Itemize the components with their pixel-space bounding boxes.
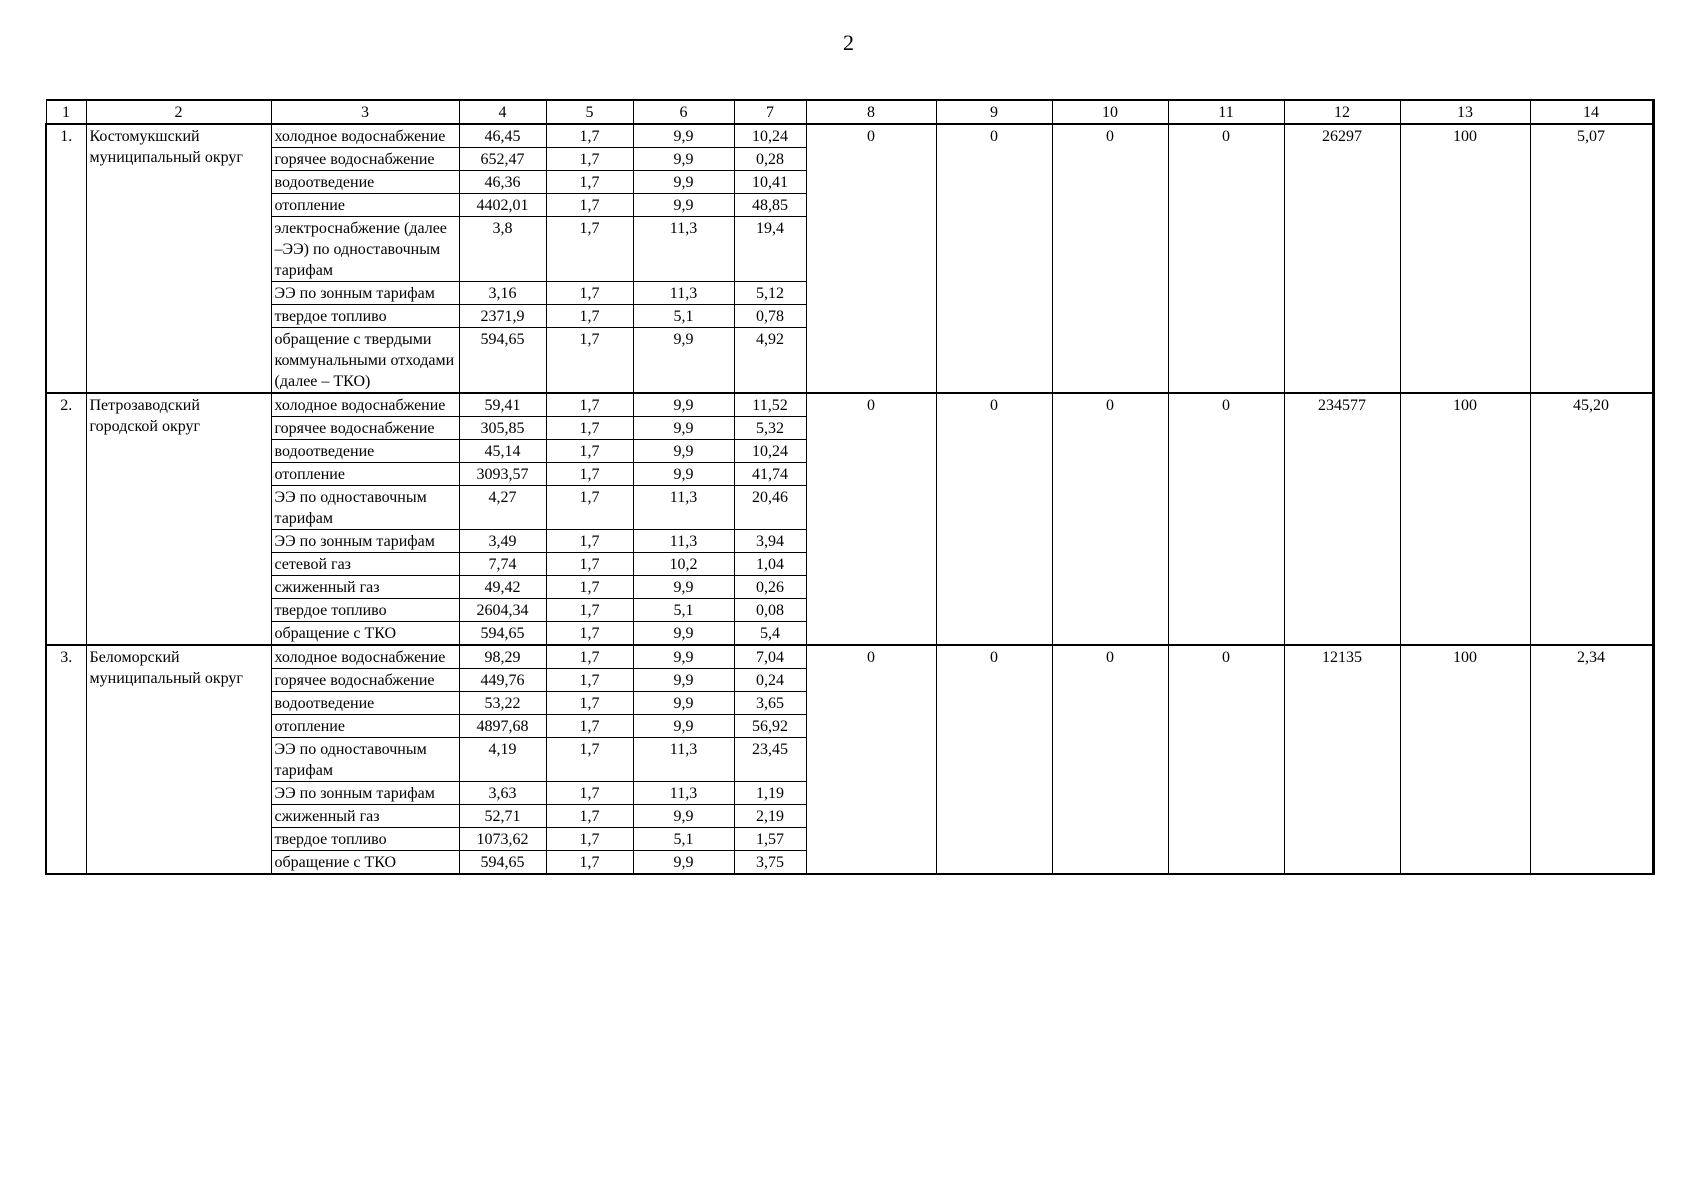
col7-cell: 0,78 bbox=[734, 305, 806, 328]
column-number: 1 bbox=[46, 100, 86, 124]
tariff-cell: 3,49 bbox=[459, 530, 546, 553]
col6-cell: 9,9 bbox=[633, 805, 734, 828]
col11-cell: 0 bbox=[1168, 124, 1284, 393]
population-cell: 26297 bbox=[1284, 124, 1400, 393]
col7-cell: 1,04 bbox=[734, 553, 806, 576]
col10-cell: 0 bbox=[1052, 393, 1168, 645]
col6-cell: 9,9 bbox=[633, 645, 734, 669]
col5-cell: 1,7 bbox=[546, 217, 633, 282]
col6-cell: 11,3 bbox=[633, 217, 734, 282]
service-cell: горячее водоснабжение bbox=[271, 669, 459, 692]
service-cell: водоотведение bbox=[271, 692, 459, 715]
service-cell: холодное водоснабжение bbox=[271, 645, 459, 669]
col7-cell: 48,85 bbox=[734, 194, 806, 217]
col7-cell: 0,26 bbox=[734, 576, 806, 599]
col5-cell: 1,7 bbox=[546, 599, 633, 622]
tariff-cell: 1073,62 bbox=[459, 828, 546, 851]
service-cell: горячее водоснабжение bbox=[271, 148, 459, 171]
tariff-cell: 52,71 bbox=[459, 805, 546, 828]
tariff-cell: 594,65 bbox=[459, 851, 546, 875]
col7-cell: 3,75 bbox=[734, 851, 806, 875]
col7-cell: 4,92 bbox=[734, 328, 806, 394]
tariff-cell: 49,42 bbox=[459, 576, 546, 599]
col6-cell: 9,9 bbox=[633, 124, 734, 148]
column-number: 2 bbox=[86, 100, 271, 124]
col7-cell: 19,4 bbox=[734, 217, 806, 282]
population-cell: 12135 bbox=[1284, 645, 1400, 874]
col5-cell: 1,7 bbox=[546, 828, 633, 851]
service-cell: твердое топливо bbox=[271, 599, 459, 622]
col5-cell: 1,7 bbox=[546, 622, 633, 646]
tariff-cell: 3,16 bbox=[459, 282, 546, 305]
tariff-cell: 98,29 bbox=[459, 645, 546, 669]
column-number: 3 bbox=[271, 100, 459, 124]
col5-cell: 1,7 bbox=[546, 692, 633, 715]
col7-cell: 10,41 bbox=[734, 171, 806, 194]
service-cell: обращение с ТКО bbox=[271, 851, 459, 875]
service-cell: твердое топливо bbox=[271, 305, 459, 328]
service-cell: отопление bbox=[271, 463, 459, 486]
column-number: 9 bbox=[936, 100, 1052, 124]
col6-cell: 11,3 bbox=[633, 282, 734, 305]
column-number-row bbox=[46, 100, 1653, 124]
col10-cell: 0 bbox=[1052, 645, 1168, 874]
col5-cell: 1,7 bbox=[546, 645, 633, 669]
col6-cell: 9,9 bbox=[633, 463, 734, 486]
column-number: 6 bbox=[633, 100, 734, 124]
tariff-cell: 53,22 bbox=[459, 692, 546, 715]
col7-cell: 20,46 bbox=[734, 486, 806, 530]
tariff-cell: 3,63 bbox=[459, 782, 546, 805]
col14-cell: 45,20 bbox=[1530, 393, 1653, 645]
col13-cell: 100 bbox=[1400, 645, 1530, 874]
service-cell: сетевой газ bbox=[271, 553, 459, 576]
col6-cell: 11,3 bbox=[633, 530, 734, 553]
col6-cell: 9,9 bbox=[633, 440, 734, 463]
col5-cell: 1,7 bbox=[546, 553, 633, 576]
col7-cell: 3,94 bbox=[734, 530, 806, 553]
col7-cell: 5,4 bbox=[734, 622, 806, 646]
col8-cell: 0 bbox=[806, 645, 936, 874]
service-cell: ЭЭ по зонным тарифам bbox=[271, 530, 459, 553]
tariff-cell: 594,65 bbox=[459, 328, 546, 394]
col6-cell: 9,9 bbox=[633, 148, 734, 171]
service-cell: холодное водоснабжение bbox=[271, 393, 459, 417]
col7-cell: 2,19 bbox=[734, 805, 806, 828]
col10-cell: 0 bbox=[1052, 124, 1168, 393]
col6-cell: 9,9 bbox=[633, 194, 734, 217]
service-cell: отопление bbox=[271, 194, 459, 217]
tariff-cell: 3,8 bbox=[459, 217, 546, 282]
population-cell: 234577 bbox=[1284, 393, 1400, 645]
service-cell: ЭЭ по зонным тарифам bbox=[271, 782, 459, 805]
service-cell: сжиженный газ bbox=[271, 805, 459, 828]
row-number-cell: 1. bbox=[46, 124, 86, 393]
col14-cell: 5,07 bbox=[1530, 124, 1653, 393]
col9-cell: 0 bbox=[936, 124, 1052, 393]
col5-cell: 1,7 bbox=[546, 715, 633, 738]
service-cell: водоотведение bbox=[271, 440, 459, 463]
col13-cell: 100 bbox=[1400, 124, 1530, 393]
col6-cell: 9,9 bbox=[633, 576, 734, 599]
column-number: 13 bbox=[1400, 100, 1530, 124]
tariff-cell: 2371,9 bbox=[459, 305, 546, 328]
service-cell: электроснабжение (далее –ЭЭ) по одноставочным тарифам bbox=[271, 217, 459, 282]
col6-cell: 5,1 bbox=[633, 305, 734, 328]
col5-cell: 1,7 bbox=[546, 328, 633, 394]
col7-cell: 11,52 bbox=[734, 393, 806, 417]
col5-cell: 1,7 bbox=[546, 417, 633, 440]
col7-cell: 10,24 bbox=[734, 124, 806, 148]
col6-cell: 9,9 bbox=[633, 417, 734, 440]
tariff-cell: 45,14 bbox=[459, 440, 546, 463]
municipality-name-cell: Петрозаводский городской округ bbox=[86, 393, 271, 645]
col14-cell: 2,34 bbox=[1530, 645, 1653, 874]
tariff-cell: 4897,68 bbox=[459, 715, 546, 738]
col9-cell: 0 bbox=[936, 393, 1052, 645]
col5-cell: 1,7 bbox=[546, 576, 633, 599]
service-cell: ЭЭ по зонным тарифам bbox=[271, 282, 459, 305]
col6-cell: 10,2 bbox=[633, 553, 734, 576]
col5-cell: 1,7 bbox=[546, 805, 633, 828]
col5-cell: 1,7 bbox=[546, 124, 633, 148]
tariff-cell: 59,41 bbox=[459, 393, 546, 417]
col7-cell: 0,28 bbox=[734, 148, 806, 171]
service-cell: холодное водоснабжение bbox=[271, 124, 459, 148]
tariff-cell: 46,45 bbox=[459, 124, 546, 148]
col5-cell: 1,7 bbox=[546, 282, 633, 305]
col8-cell: 0 bbox=[806, 393, 936, 645]
column-number: 14 bbox=[1530, 100, 1653, 124]
service-cell: отопление bbox=[271, 715, 459, 738]
tariff-cell: 46,36 bbox=[459, 171, 546, 194]
row-number-cell: 2. bbox=[46, 393, 86, 645]
col7-cell: 0,24 bbox=[734, 669, 806, 692]
tariff-cell: 305,85 bbox=[459, 417, 546, 440]
row-number-cell: 3. bbox=[46, 645, 86, 874]
col5-cell: 1,7 bbox=[546, 486, 633, 530]
col6-cell: 11,3 bbox=[633, 782, 734, 805]
col5-cell: 1,7 bbox=[546, 530, 633, 553]
tariff-cell: 4402,01 bbox=[459, 194, 546, 217]
col7-cell: 1,19 bbox=[734, 782, 806, 805]
col5-cell: 1,7 bbox=[546, 463, 633, 486]
col6-cell: 5,1 bbox=[633, 599, 734, 622]
service-cell: ЭЭ по одноставочным тарифам bbox=[271, 738, 459, 782]
col7-cell: 23,45 bbox=[734, 738, 806, 782]
tariff-cell: 4,19 bbox=[459, 738, 546, 782]
col5-cell: 1,7 bbox=[546, 393, 633, 417]
col6-cell: 9,9 bbox=[633, 328, 734, 394]
service-cell: горячее водоснабжение bbox=[271, 417, 459, 440]
col6-cell: 9,9 bbox=[633, 715, 734, 738]
col7-cell: 41,74 bbox=[734, 463, 806, 486]
page-number: 2 bbox=[843, 30, 854, 55]
col13-cell: 100 bbox=[1400, 393, 1530, 645]
col7-cell: 0,08 bbox=[734, 599, 806, 622]
column-number: 12 bbox=[1284, 100, 1400, 124]
table-row bbox=[46, 393, 1653, 417]
tariff-cell: 652,47 bbox=[459, 148, 546, 171]
col8-cell: 0 bbox=[806, 124, 936, 393]
tariff-cell: 4,27 bbox=[459, 486, 546, 530]
col6-cell: 11,3 bbox=[633, 486, 734, 530]
tariff-cell: 2604,34 bbox=[459, 599, 546, 622]
tariff-cell: 7,74 bbox=[459, 553, 546, 576]
col7-cell: 10,24 bbox=[734, 440, 806, 463]
column-number: 11 bbox=[1168, 100, 1284, 124]
tariff-table bbox=[45, 99, 1655, 875]
column-number: 4 bbox=[459, 100, 546, 124]
col6-cell: 9,9 bbox=[633, 851, 734, 875]
col6-cell: 9,9 bbox=[633, 171, 734, 194]
column-number: 8 bbox=[806, 100, 936, 124]
col5-cell: 1,7 bbox=[546, 148, 633, 171]
service-cell: сжиженный газ bbox=[271, 576, 459, 599]
service-cell: водоотведение bbox=[271, 171, 459, 194]
col5-cell: 1,7 bbox=[546, 440, 633, 463]
col5-cell: 1,7 bbox=[546, 171, 633, 194]
tariff-cell: 594,65 bbox=[459, 622, 546, 646]
col7-cell: 5,12 bbox=[734, 282, 806, 305]
col7-cell: 7,04 bbox=[734, 645, 806, 669]
col5-cell: 1,7 bbox=[546, 782, 633, 805]
col5-cell: 1,7 bbox=[546, 669, 633, 692]
table-row bbox=[46, 645, 1653, 669]
col5-cell: 1,7 bbox=[546, 194, 633, 217]
col6-cell: 11,3 bbox=[633, 738, 734, 782]
col5-cell: 1,7 bbox=[546, 738, 633, 782]
col6-cell: 5,1 bbox=[633, 828, 734, 851]
col5-cell: 1,7 bbox=[546, 851, 633, 875]
municipality-name-cell: Костомукшский муниципальный округ bbox=[86, 124, 271, 393]
column-number: 10 bbox=[1052, 100, 1168, 124]
municipality-name-cell: Беломорский муниципальный округ bbox=[86, 645, 271, 874]
col7-cell: 56,92 bbox=[734, 715, 806, 738]
tariff-table-body bbox=[46, 100, 1653, 874]
service-cell: ЭЭ по одноставочным тарифам bbox=[271, 486, 459, 530]
col6-cell: 9,9 bbox=[633, 622, 734, 646]
service-cell: обращение с ТКО bbox=[271, 622, 459, 646]
service-cell: обращение с твердыми коммунальными отходами (далее – ТКО) bbox=[271, 328, 459, 394]
col9-cell: 0 bbox=[936, 645, 1052, 874]
column-number: 7 bbox=[734, 100, 806, 124]
col6-cell: 9,9 bbox=[633, 669, 734, 692]
table-row bbox=[46, 124, 1653, 148]
col7-cell: 3,65 bbox=[734, 692, 806, 715]
column-number: 5 bbox=[546, 100, 633, 124]
col5-cell: 1,7 bbox=[546, 305, 633, 328]
col6-cell: 9,9 bbox=[633, 393, 734, 417]
col11-cell: 0 bbox=[1168, 645, 1284, 874]
service-cell: твердое топливо bbox=[271, 828, 459, 851]
col7-cell: 5,32 bbox=[734, 417, 806, 440]
tariff-cell: 3093,57 bbox=[459, 463, 546, 486]
tariff-cell: 449,76 bbox=[459, 669, 546, 692]
col6-cell: 9,9 bbox=[633, 692, 734, 715]
col11-cell: 0 bbox=[1168, 393, 1284, 645]
col7-cell: 1,57 bbox=[734, 828, 806, 851]
